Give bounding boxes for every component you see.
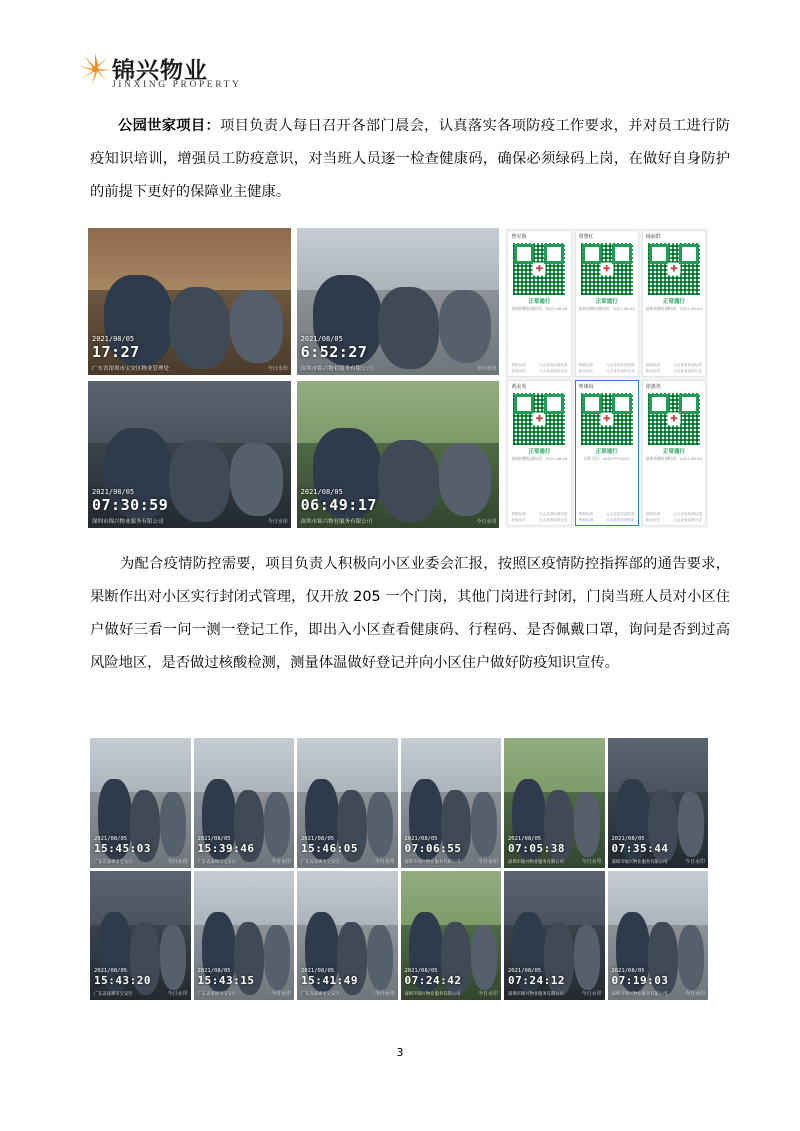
qr-code-icon: ✚ [648, 243, 700, 295]
photo-time-stamp: 15:43:15 [197, 974, 255, 987]
photo-time-stamp: 15:46:05 [301, 841, 358, 855]
photo-time-stamp: 07:35:44 [611, 841, 669, 855]
qr-code-icon: ✚ [648, 393, 700, 445]
company-logo [78, 50, 308, 102]
vaccine-link-action[interactable]: 点击查看接种记录 [673, 518, 702, 522]
photo-location-note: 深圳市锦兴物业服务有限公司 [300, 519, 373, 525]
photo-watermark-badge: 今日水印 [477, 991, 498, 997]
photo-time-stamp: 07:05:38 [508, 841, 565, 855]
photo-watermark-badge: 今日水印 [684, 858, 705, 865]
photo-date-stamp: 2021/08/05 [611, 968, 645, 974]
photo-location-note: 深圳市锦兴物业服务有限公司 [92, 519, 164, 525]
photo-time-stamp: 07:30:59 [92, 496, 169, 514]
paragraph-lead-label: 公园世家项目： [118, 118, 221, 134]
qr-code-icon: ✚ [513, 393, 565, 445]
photo-date-stamp: 2021/08/05 [94, 835, 128, 842]
photo-time-stamp: 07:24:12 [508, 974, 565, 987]
photo-location-note: 广东省深圳市宝安区 [197, 992, 237, 997]
photo-location-note: 深圳市锦兴物业服务有限公司 [611, 859, 668, 865]
photo-watermark-badge: 今日水印 [684, 991, 705, 997]
photo-date-stamp: 2021/08/05 [197, 835, 231, 842]
health-code-status: 正常通行 [595, 299, 618, 305]
photo-guard-umbrella-gate [194, 871, 295, 1001]
photo-time-stamp: 15:43:20 [94, 974, 151, 987]
photo-date-stamp: 2021/08/05 [404, 968, 438, 974]
health-code-person-name: 曾军海 [511, 234, 527, 240]
health-code-subtitle: 证件号码：4451****2015 [583, 455, 630, 461]
photo-date-stamp: 2021/08/05 [94, 968, 128, 974]
nucleic-test-link-action-2[interactable]: 点击查看检测结果 [606, 518, 635, 522]
health-code-card [642, 380, 706, 527]
photo-date-stamp: 2021/08/05 [92, 488, 135, 496]
photo-car-entry-check [90, 871, 191, 1001]
photo-registration-desk [504, 738, 605, 868]
photo-location-note: 深圳市锦兴物业服务有限公司 [508, 992, 564, 997]
photo-security-team-gate [297, 228, 500, 375]
photo-gate-check-umbrella [194, 738, 295, 868]
photo-watermark-badge: 今日水印 [267, 519, 288, 525]
qr-code-icon: ✚ [513, 243, 565, 295]
photo-date-stamp: 2021/08/05 [404, 835, 438, 842]
photo-date-stamp: 2021/08/05 [92, 335, 135, 343]
photo-watermark-badge: 今日水印 [270, 991, 291, 997]
photo-location-note: 广东省深圳市宝安区 [301, 992, 340, 997]
photo-location-note: 深圳市锦兴物业服务有限公司 [611, 992, 668, 997]
health-code-subtitle: 最新核酸检测时间：2021-08-04 [578, 306, 635, 311]
photo-grid-morning-meeting [88, 228, 708, 528]
photo-watermark-badge: 今日水印 [581, 991, 602, 997]
health-code-screenshots-panel [505, 228, 708, 528]
photo-time-stamp: 07:24:42 [404, 974, 462, 987]
photo-watermark-badge: 今日水印 [476, 366, 497, 372]
photo-watermark-badge: 今日水印 [477, 858, 498, 865]
health-code-subtitle: 最新核酸检测时间：2021-08-04 [645, 455, 702, 461]
health-code-status: 正常通行 [662, 299, 685, 305]
photo-location-note: 广东省深圳市宝安区物业管理处 [92, 366, 170, 372]
photo-date-stamp: 2021/08/05 [301, 968, 335, 974]
paragraph-closed-management: 为配合疫情防控需要，项目负责人积极向小区业委会汇报，按照区疫情防控指挥部的通告要求，果断作出对小区实行封闭式管理，仅开放 205 一个门岗，其他门岗进行封闭，门岗当班人员对小区住户做好三看一问一测一登记工作，即出入小区查看健康码、行程码、是否佩戴口罩，询问是否到过高风险地区，是否做过核酸检测，测量体温做好登记并向小区住户做好防疫知识宣传。 [90, 556, 730, 671]
photo-time-stamp: 15:39:46 [197, 841, 255, 855]
photo-resident-registration [297, 871, 398, 1001]
nucleic-test-link-action[interactable]: 点击查看检测结果 [673, 512, 702, 516]
photo-location-note: 深圳市锦兴物业服务有限公司 [404, 859, 461, 865]
photo-date-stamp: 2021/08/05 [300, 488, 343, 496]
photo-date-stamp: 2021/08/05 [508, 835, 542, 842]
photo-guard-booth-rain [504, 871, 605, 1001]
photo-rain-gate-duty [401, 871, 502, 1001]
health-code-subtitle: 最新核酸检测时间：2021-08-04 [645, 306, 702, 311]
photo-date-stamp: 2021/08/05 [508, 968, 542, 974]
health-code-person-name: 黄美英 [511, 383, 527, 390]
photo-gate-check-scooter-1 [90, 738, 191, 868]
health-code-card-selected [575, 380, 639, 527]
vaccine-link-action[interactable]: 点击查看接种记录 [606, 368, 635, 373]
nucleic-test-link-label[interactable]: 核酸检测 [511, 512, 526, 516]
photo-date-stamp: 2021/08/05 [197, 968, 231, 974]
nucleic-test-link-action[interactable]: 点击查看检测结果 [673, 362, 702, 367]
photo-location-note: 深圳市锦兴物业服务有限公司 [404, 992, 461, 997]
logo-chinese-name: 锦兴物业 [112, 58, 208, 84]
photo-watermark-badge: 今日水印 [581, 858, 602, 865]
nucleic-test-link-label[interactable]: 核酸检测 [645, 362, 661, 367]
photo-date-stamp: 2021/08/05 [611, 835, 645, 842]
vaccine-link-label[interactable]: 新冠疫苗 [511, 518, 526, 522]
health-code-status: 正常通行 [662, 448, 685, 455]
photo-watermark-badge: 今日水印 [167, 858, 188, 865]
health-code-person-name: 覃慧红 [578, 234, 594, 240]
health-code-subtitle: 最新核酸检测时间：2021-08-04 [511, 306, 568, 311]
vaccine-link-action[interactable]: 点击查看接种记录 [673, 368, 702, 373]
photo-staff-lineup-night [88, 381, 291, 528]
photo-location-note: 广东省深圳市宝安区 [197, 859, 237, 865]
photo-time-stamp: 07:06:55 [404, 841, 462, 855]
nucleic-test-link-label[interactable]: 核酸检测 [645, 512, 661, 516]
qr-code-icon: ✚ [581, 393, 633, 445]
photo-watermark-badge: 今日水印 [270, 858, 291, 865]
vaccine-link-label[interactable]: 新冠疫苗 [511, 368, 526, 373]
photo-location-note: 广东省深圳市宝安区 [94, 992, 133, 997]
photo-grid-gate-duty [90, 738, 708, 1000]
paragraph-body-text: 项目负责人每日召开各部门晨会，认真落实各项防疫工作要求，并对员工进行防疫知识培训，增强员工防疫意识，对当班人员逐一检查健康码，确保必须绿码上岗，在做好自身防护的前提下更好的保障业主健康。 [90, 118, 730, 200]
starburst-icon [78, 52, 112, 86]
photo-time-stamp: 15:41:49 [301, 974, 358, 987]
health-code-status: 正常通行 [528, 299, 551, 305]
photo-security-briefing-outdoor [297, 381, 500, 528]
photo-watermark-badge: 今日水印 [167, 991, 188, 997]
nucleic-test-link-action[interactable]: 点击查看检测结果 [538, 362, 568, 367]
vaccine-link-label[interactable]: 新冠疫苗 [578, 368, 593, 373]
health-code-status: 正常通行 [528, 448, 551, 455]
nucleic-test-link-action[interactable]: 点击查看检测结果 [538, 512, 568, 516]
photo-temperature-check-night [608, 738, 709, 868]
nucleic-test-link-label[interactable]: 核酸检测 [511, 362, 526, 367]
health-code-card [642, 230, 706, 377]
nucleic-test-link-action[interactable]: 点击查看检测结果 [606, 512, 635, 516]
logo-english-name: JINXING PROPERTY [112, 80, 242, 90]
photo-location-note: 广东省深圳市宝安区 [301, 859, 340, 865]
photo-date-stamp: 2021/08/05 [301, 835, 335, 842]
health-code-card [507, 230, 571, 377]
qr-code-icon: ✚ [581, 243, 633, 295]
photo-watermark-badge: 今日水印 [267, 366, 288, 372]
page-number: 3 [396, 1046, 404, 1059]
health-code-person-name: 粤康码 [578, 383, 594, 390]
nucleic-test-link-label-2[interactable]: 核酸检测 [578, 518, 593, 522]
photo-time-stamp: 07:19:03 [611, 974, 669, 987]
vaccine-link-action[interactable]: 点击查看接种记录 [538, 368, 568, 373]
photo-morning-meeting-indoor [88, 228, 291, 375]
photo-location-note: 深圳市锦兴物业服务有限公司 [300, 366, 373, 372]
health-code-subtitle: 最新核酸检测时间：2021-08-04 [511, 455, 568, 461]
photo-gate-check-scooter-2 [297, 738, 398, 868]
nucleic-test-link-action[interactable]: 点击查看检测结果 [606, 362, 635, 367]
nucleic-test-link-label[interactable]: 核酸检测 [578, 362, 593, 367]
health-code-status: 正常通行 [595, 448, 618, 455]
health-code-card [507, 380, 571, 527]
photo-watermark-badge: 今日水印 [374, 991, 395, 997]
photo-handing-leaflet [608, 871, 709, 1001]
photo-time-stamp: 17:27 [92, 343, 140, 361]
photo-date-stamp: 2021/08/05 [300, 335, 343, 343]
photo-time-stamp: 6:52:27 [300, 343, 368, 361]
health-code-person-name: 徐惠英 [645, 383, 661, 390]
photo-location-note: 深圳市锦兴物业服务有限公司 [508, 859, 564, 865]
health-code-person-name: 杨丽群 [645, 234, 661, 240]
photo-watermark-badge: 今日水印 [476, 519, 497, 525]
photo-time-stamp: 15:45:03 [94, 841, 151, 855]
paragraph-park-century-project [90, 110, 730, 209]
photo-location-note: 广东省深圳市宝安区 [94, 859, 133, 865]
vaccine-link-action[interactable]: 点击查看接种记录 [538, 518, 568, 522]
vaccine-link-label[interactable]: 新冠疫苗 [645, 368, 661, 373]
photo-time-stamp: 06:49:17 [300, 496, 377, 514]
nucleic-test-link-label[interactable]: 核酸检测 [578, 512, 593, 516]
photo-gate-check-motorbike [401, 738, 502, 868]
health-code-card [575, 230, 639, 377]
photo-watermark-badge: 今日水印 [374, 858, 395, 865]
vaccine-link-label[interactable]: 新冠疫苗 [645, 518, 661, 522]
